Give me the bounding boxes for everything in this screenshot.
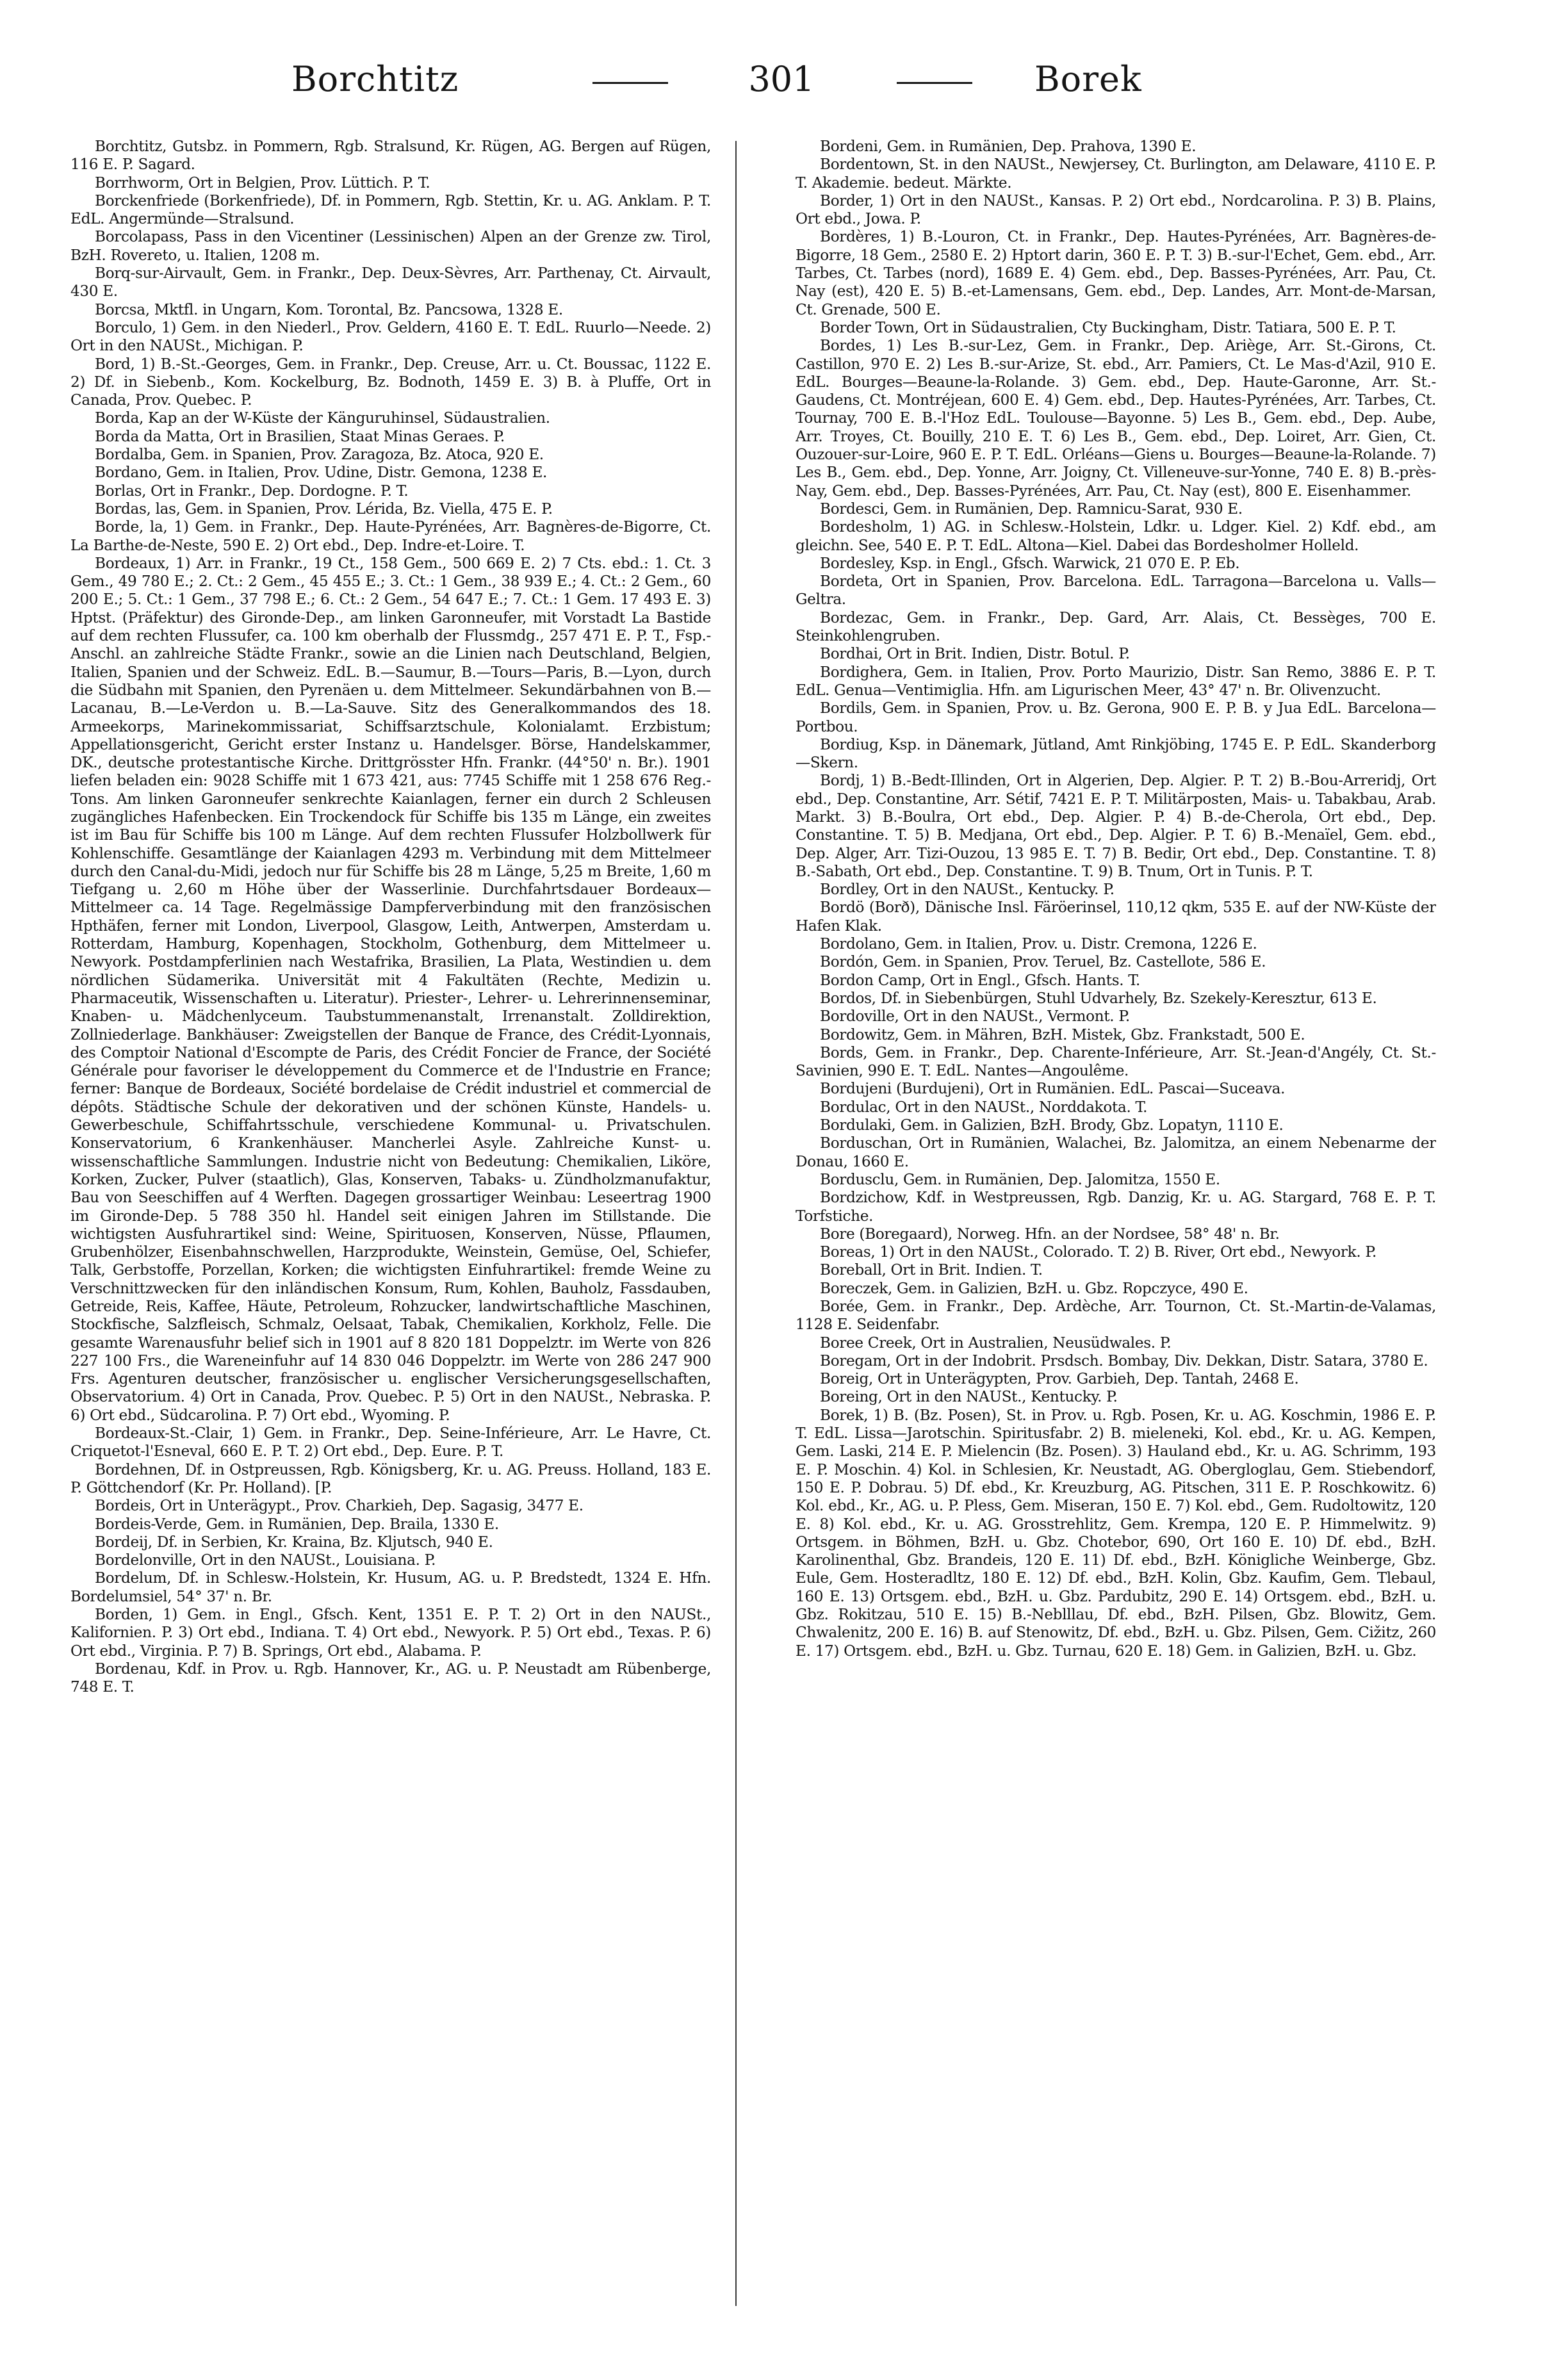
dictionary-entry: Bordusclu, Gem. in Rumänien, Dep. Jalomitza, 1550 E. — [820, 1170, 1220, 1188]
dictionary-entry: Bordeis-Verde, Gem. in Rumänien, Dep. Braila, 1330 E. — [95, 1515, 499, 1533]
dictionary-entry: Bordeni, Gem. in Rumänien, Dep. Prahova, 1390 E. — [820, 138, 1196, 155]
dictionary-entry: Boree Creek, Ort in Australien, Neusüdwales. P. — [820, 1334, 1172, 1352]
dictionary-entry: Bordon Camp, Ort in Engl., Gfsch. Hants. T. — [820, 971, 1141, 989]
dictionary-entry: Bordesley, Ksp. in Engl., Gfsch. Warwick, 21 070 E. P. Eb. — [820, 554, 1240, 572]
dictionary-entry: Borde, la, 1) Gem. in Frankr., Dep. Haute-Pyrénées, Arr. Bagnères-de-Bigorre, Ct. La Barthe-de-Neste, 590 E. 2) Ort ebd., Dep. Indre-et-Loire. T. — [70, 518, 711, 554]
dictionary-entry: Bordères, 1) B.-Louron, Ct. in Frankr., Dep. Hautes-Pyrénées, Arr. Bagnères-de-Bigorre, 18 Gem., 2580 E. 2) Hptort darin, 360 E. P. T. 3) B.-sur-l'Echet, Gem. ebd., Arr. Tarbes, Ct. Tarbes (nord), 1689 E. 4) Gem. ebd., Dep. Basses-Pyrénées, Arr. Pau, Ct. Nay (est), 420 E. 5) B.-et-Lamensans, Gem. ebd., Dep. Landes, Arr. Mont-de-Marsan, Ct. Grenade, 500 E. — [796, 228, 1436, 318]
dictionary-entry: Bordeis, Ort in Unterägypt., Prov. Charkieh, Dep. Sagasig, 3477 E. — [95, 1497, 584, 1515]
dictionary-entry: Bordeaux-St.-Clair, 1) Gem. in Frankr., Dep. Seine-Inférieure, Arr. Le Havre, Ct. Criquetot-l'Esneval, 660 E. P. T. 2) Ort ebd., Dep. Eure. P. T. — [70, 1425, 711, 1460]
dictionary-entry: Bordulaki, Gem. in Galizien, BzH. Brody, Gbz. Lopatyn, 1110 E. — [820, 1116, 1284, 1134]
dictionary-entry: Boreball, Ort in Brit. Indien. T. — [820, 1261, 1043, 1279]
dictionary-entry: Bordes, 1) Les B.-sur-Lez, Gem. in Frankr., Dep. Ariège, Arr. St.-Girons, Ct. Castillon, 970 E. 2) Les B.-sur-Arize, St. ebd., Arr. Pamiers, Ct. Le Mas-d'Azil, 910 E. EdL. Bourges—Beaune-la-Rolande. 3) Gem. ebd., Dep. Haute-Garonne, Arr. St.-Gaudens, Ct. Montréjean, 600 E. 4) Gem. ebd., Dep. Hautes-Pyrénées, Arr. Tarbes, Ct. Tournay, 700 E. B.-l'Hoz EdL. Toulouse—Bayonne. 5) Les B., Gem. ebd., Dep. Aube, Arr. Troyes, Ct. Bouilly, 210 E. T. 6) Les B., Gem. ebd., Dep. Loiret, Arr. Gien, Ct. Ouzouer-sur-Loire, 960 E. P. T. EdL. Orléans—Giens u. Bourges—Beaune-la-Rolande. 7) Les B., Gem. ebd., Dep. Yonne, Arr. Joigny, Ct. Villeneuve-sur-Yonne, 740 E. 8) B.-près-Nay, Gem. ebd., Dep. Basses-Pyrénées, Arr. Pau, Ct. Nay (est), 800 E. Eisenhammer. — [796, 337, 1436, 500]
dictionary-entry: Bordulac, Ort in den NAUSt., Norddakota. T. — [820, 1098, 1148, 1116]
dictionary-entry: Bordas, las, Gem. in Spanien, Prov. Lérida, Bz. Viella, 475 E. P. — [95, 500, 553, 518]
dictionary-entry: Borq-sur-Airvault, Gem. in Frankr., Dep. Deux-Sèvres, Arr. Parthenay, Ct. Airvault, 430 E. — [70, 265, 711, 300]
dictionary-entry: Border Town, Ort in Südaustralien, Cty Buckingham, Distr. Tatiara, 500 E. P. T. — [820, 318, 1396, 336]
dictionary-entry: Boreczek, Gem. in Galizien, BzH. u. Gbz. Ropczyce, 490 E. — [820, 1279, 1248, 1297]
dictionary-entry: Borduschan, Ort in Rumänien, Walachei, Bz. Jalomitza, an einem Nebenarme der Donau, 1660 E. — [796, 1134, 1436, 1170]
dictionary-entry: Bordhai, Ort in Brit. Indien, Distr. Botul. P. — [820, 645, 1130, 663]
dictionary-entry: Borculo, 1) Gem. in den Niederl., Prov. Geldern, 4160 E. T. EdL. Ruurlo—Neede. 2) Ort in den NAUSt., Michigan. P. — [70, 318, 711, 355]
dictionary-entry: Boreig, Ort in Unterägypten, Prov. Garbieh, Dep. Tantah, 2468 E. — [820, 1370, 1299, 1388]
dictionary-entry: Bordujeni (Burdujeni), Ort in Rumänien. EdL. Pascai—Suceava. — [820, 1080, 1286, 1098]
dictionary-entry: Bordighera, Gem. in Italien, Prov. Porto Maurizio, Distr. San Remo, 3886 E. P. T. EdL. Genua—Ventimiglia. Hfn. am Ligurischen Meer, 43° 47' n. Br. Olivenzucht. — [796, 663, 1436, 699]
dictionary-entry: Bordesci, Gem. in Rumänien, Dep. Ramnicu-Sarat, 930 E. — [820, 500, 1243, 518]
dictionary-entry: Bordos, Df. in Siebenbürgen, Stuhl Udvarhely, Bz. Szekely-Keresztur, 613 E. — [820, 989, 1377, 1007]
left-column — [70, 138, 711, 2360]
dictionary-entry: Borek, 1) B. (Bz. Posen), St. in Prov. u. Rgb. Posen, Kr. u. AG. Koschmin, 1986 E. P. T. EdL. Lissa—Jarotschin. Spiritusfabr. 2) B. mieleneki, Kol. ebd., Kr. u. AG. Kempen, Gem. Laski, 214 E. P. Mielencin (Bz. Posen). 3) Hauland ebd., Kr. u. AG. Schrimm, 193 E. P. Moschin. 4) Kol. in Schlesien, Kr. Neustadt, AG. Obergloglau, Gem. Stiebendorf, 150 E. P. Dobrau. 5) Df. ebd., Kr. Kreuzburg, AG. Pitschen, 311 E. P. Roschkowitz. 6) Kol. ebd., Kr., AG. u. P. Pless, Gem. Miseran, 150 E. 7) Kol. ebd., Gem. Rudoltowitz, 120 E. 8) Kol. ebd., Kr. u. AG. Grosstrehlitz, Gem. Krempa, 120 E. P. Himmelwitz. 9) Ortsgem. in Böhmen, BzH. u. Gbz. Chotebor, 690, Ort 160 E. 10) Df. ebd., BzH. Karolinenthal, Gbz. Brandeis, 120 E. 11) Df. ebd., BzH. Königliche Weinberge, Gbz. Eule, Gem. Hosteradltz, 180 E. 12) Df. ebd., BzH. Kolin, Gbz. Kaufim, Gem. Tlebaul, 160 E. 13) Ortsgem. ebd., BzH. u. Gbz. Pardubitz, 290 E. 14) Ortsgem. ebd., BzH. u. Gbz. Rokitzau, 510 E. 15) B.-Neblllau, Df. ebd., BzH. Pilsen, Gbz. Blowitz, Gem. Chwalenitz, 200 E. 16) B. auf Stenowitz, Df. ebd., BzH. u. Gbz. Pilsen, Gem. Cižitz, 260 E. 17) Ortsgem. ebd., BzH. u. Gbz. Turnau, 620 E. 18) Gem. in Galizien, BzH. u. Gbz. — [796, 1406, 1436, 1660]
dictionary-entry: Bordentown, St. in den NAUSt., Newjersey, Ct. Burlington, am Delaware, 4110 E. P. T. Akademie. bedeut. Märkte. — [796, 156, 1436, 192]
dictionary-entry: Bordeaux, 1) Arr. in Frankr., 19 Ct., 158 Gem., 500 669 E. 2) 7 Cts. ebd.: 1. Ct. 3 Gem., 49 780 E.; 2. Ct.: 2 Gem., 45 455 E.; 3. Ct.: 1 Gem., 38 939 E.; 4. Ct.: 2 Gem., 60 200 E.; 5. Ct.: 1 Gem., 37 798 E.; 6. Ct.: 2 Gem., 54 647 E.; 7. Ct.: 1 Gem. 17 493 E. 3) Hptst. (Präfektur) des Gironde-Dep., am linken Garonneufer, mit Vorstadt La Bastide auf dem rechten Flussufer, ca. 100 km oberhalb der Flussmdg., 257 471 E. P. T., Fsp.-Anschl. an zahlreiche Städte Frankr., sowie an die Linien nach Deutschland, Belgien, Italien, Spanien und der Schweiz. EdL. B.—Saumur, B.—Tours—Paris, B.—Lyon, durch die Südbahn mit Spanien, den Pyrenäen u. dem Mittelmeer. Sekundärbahnen von B.—Lacanau, B.—Le-Verdon u. B.—La-Sauve. Sitz des Generalkommandos des 18. Armeekorps, Marinekommissariat, Schiffsarztschule, Kolonialamt. Erzbistum; Appellationsgericht, Gericht erster Instanz u. Handelsger. Börse, Handelskammer, DK., deutsche protestantische Kirche. Drittgrösster Hfn. Frankr. (44°50' n. Br.). 1901 liefen beladen ein: 9028 Schiffe mit 1 673 421, aus: 7745 Schiffe mit 1 258 676 Reg.-Tons. Am linken Garonneufer senkrechte Kaianlagen, ferner ein durch 2 Schleusen zugängliches Hafenbecken. Ein Trockendock für Schiffe bis 135 m Länge, ein zweites ist im Bau für Schiffe bis 100 m Länge. Auf dem rechten Flussufer Holzbollwerk für Kohlenschiffe. Gesamtlänge der Kaianlagen 4293 m. Verbindung mit dem Mittelmeer durch den Canal-du-Midi, jedoch nur für Schiffe bis 28 m Länge, 5,25 m Breite, 1,60 m Tiefgang u. 2,60 m Höhe über der Wasserlinie. Durchfahrtsdauer Bordeaux—Mittelmeer ca. 14 Tage. Regelmässige Dampferverbindung mit den französischen Hpthäfen, ferner mit London, Liverpool, Glasgow, Leith, Antwerpen, Amsterdam u. Rotterdam, Hamburg, Kopenhagen, Stockholm, Gothenburg, dem Mittelmeer u. Newyork. Postdampferlinien nach Westafrika, Brasilien, La Plata, Westindien u. dem nördlichen Südamerika. Universität mit 4 Fakultäten (Rechte, Medizin u. Pharmaceutik, Wissenschaften u. Literatur). Priester-, Lehrer- u. Lehrerinnenseminar, Knaben- u. Mädchenlyceum. Taubstummenanstalt, Irrenanstalt. Zolldirektion, Zollniederlage. Bankhäuser: Zweigstellen der Banque de France, des Crédit-Lyonnais, des Comptoir National d'Escompte de Paris, des Crédit Foncier de France, der Société Générale pour favoriser le développement du Commerce et de l'Industrie en France; ferner: Banque de Bordeaux, Société bordelaise de Crédit industriel et commercial de dépôts. Städtische Schule der dekorativen und der schönen Künste, Handels- u. Gewerbeschule, Schiffahrtsschule, verschiedene Kommunal- u. Privatschulen. Konservatorium, 6 Krankenhäuser. Mancherlei Asyle. Zahlreiche Kunst- u. wissenschaftliche Sammlungen. Industrie nicht von Bedeutung: Chemikalien, Liköre, Korken, Zucker, Pulver (staatlich), Glas, Konserven, Tabaks- u. Zündholzmanufaktur, Bau von Seeschiffen auf 4 Werften. Dagegen grossartiger Weinbau: Leseertrag 1900 im Gironde-Dep. 5 788 350 hl. Handel seit einigen Jahren im Stillstande. Die wichtigsten Ausfuhrartikel sind: Weine, Spirituosen, Konserven, Nüsse, Pflaumen, Grubenhölzer, Eisenbahnschwellen, Harzprodukte, Weinstein, Gemüse, Oel, Schiefer, Talk, Gerbstoffe, Porzellan, Korken; die wichtigsten Einfuhrartikel: fremde Weine zu Verschnittzwecken für den inländischen Konsum, Rum, Kohlen, Bauholz, Fassdauben, Getreide, Reis, Kaffee, Häute, Petroleum, Rohzucker, landwirtschaftliche Maschinen, Stockfische, Salzfleisch, Schmalz, Oelsaat, Tabak, Chemikalien, Korkholz, Felle. Die gesamte Warenausfuhr belief sich in 1901 auf 8 820 181 Doppelztr. im Werte von 826 227 100 Frs., die Wareneinfuhr auf 14 830 046 Doppelztr. im Werte von 286 247 900 Frs. Agenturen deutscher, französischer u. englischer Versicherungsgesellschaften, Observatorium. 4) Ort in Canada, Prov. Quebec. P. 5) Ort in den NAUSt., Nebraska. P. 6) Ort ebd., Südcarolina. P. 7) Ort ebd., Wyoming. P. — [70, 554, 711, 1424]
dictionary-entry: Bord, 1) B.-St.-Georges, Gem. in Frankr., Dep. Creuse, Arr. u. Ct. Boussac, 1122 E. 2) Df. in Siebenb., Kom. Kockelburg, Bz. Bodnoth, 1459 E. 3) B. à Pluffe, Ort in Canada, Prov. Quebec. P. — [70, 355, 711, 409]
header-rule-left — [592, 82, 668, 84]
dictionary-entry: Bordehnen, Df. in Ostpreussen, Rgb. Königsberg, Kr. u. AG. Preuss. Holland, 183 E. P. Göttchendorf (Kr. Pr. Holland). [P. — [70, 1460, 711, 1496]
dictionary-entry: Boreas, 1) Ort in den NAUSt., Colorado. T. 2) B. River, Ort ebd., Newyork. P. — [820, 1243, 1376, 1261]
dictionary-entry: Bordö (Borð), Dänische Insl. Färöerinsel, 110,12 qkm, 535 E. auf der NW-Küste der Hafen Klak. — [796, 899, 1436, 935]
header-rule-right — [897, 82, 972, 84]
dictionary-entry: Bordesholm, 1) AG. in Schlesw.-Holstein, Ldkr. u. Ldger. Kiel. 2) Kdf. ebd., am gleichn. See, 540 E. P. T. EdL. Altona—Kiel. Dabei das Bordesholmer Holleld. — [796, 518, 1436, 554]
page-number: 301 — [748, 59, 815, 99]
dictionary-entry: Bordalba, Gem. in Spanien, Prov. Zaragoza, Bz. Atoca, 920 E. — [95, 446, 544, 464]
dictionary-entry: Bordenau, Kdf. in Prov. u. Rgb. Hannover, Kr., AG. u. P. Neustadt am Rübenberge, 748 E. T. — [70, 1660, 711, 1696]
dictionary-entry: Bordelonville, Ort in den NAUSt., Louisiana. P. — [95, 1551, 436, 1569]
dictionary-entry: Borda da Matta, Ort in Brasilien, Staat Minas Geraes. P. — [95, 427, 505, 445]
dictionary-entry: Bordowitz, Gem. in Mähren, BzH. Mistek, Gbz. Frankstadt, 500 E. — [820, 1026, 1305, 1043]
dictionary-entry: Borlas, Ort in Frankr., Dep. Dordogne. P. T. — [95, 482, 409, 500]
dictionary-entry: Borée, Gem. in Frankr., Dep. Ardèche, Arr. Tournon, Ct. St.-Martin-de-Valamas, 1128 E. Seidenfabr. — [796, 1298, 1436, 1334]
dictionary-entry: Boreing, Ort in den NAUSt., Kentucky. P. — [820, 1388, 1118, 1406]
dictionary-entry: Borchtitz, Gutsbz. in Pommern, Rgb. Stralsund, Kr. Rügen, AG. Bergen auf Rügen, 116 E. P. Sagard. — [70, 138, 711, 174]
dictionary-entry: Bordolano, Gem. in Italien, Prov. u. Distr. Cremona, 1226 E. — [820, 935, 1257, 953]
dictionary-entry: Bordiug, Ksp. in Dänemark, Jütland, Amt Rinkjöbing, 1745 E. P. EdL. Skanderborg—Skern. — [796, 735, 1436, 772]
dictionary-entry: Bordano, Gem. in Italien, Prov. Udine, Distr. Gemona, 1238 E. — [95, 464, 548, 482]
right-column — [796, 138, 1436, 2360]
dictionary-entry: Borda, Kap an der W-Küste der Känguruhinsel, Südaustralien. — [95, 409, 550, 427]
dictionary-entry: Bordón, Gem. in Spanien, Prov. Teruel, Bz. Castellote, 586 E. — [820, 953, 1266, 971]
dictionary-entry: Bordzichow, Kdf. in Westpreussen, Rgb. Danzig, Kr. u. AG. Stargard, 768 E. P. T. Torfstiche. — [796, 1189, 1436, 1225]
dictionary-entry: Bore (Boregaard), Norweg. Hfn. an der Nordsee, 58° 48' n. Br. — [820, 1225, 1280, 1243]
dictionary-entry: Bordelum, Df. in Schlesw.-Holstein, Kr. Husum, AG. u. P. Bredstedt, 1324 E. Hfn. Bordelumsiel, 54° 37' n. Br. — [70, 1569, 711, 1605]
dictionary-entry: Boregam, Ort in der Indobrit. Prsdsch. Bombay, Div. Dekkan, Distr. Satara, 3780 E. — [820, 1352, 1428, 1369]
dictionary-entry: Bords, Gem. in Frankr., Dep. Charente-Inférieure, Arr. St.-Jean-d'Angély, Ct. St.-Savinien, 990 E. T. EdL. Nantes—Angoulême. — [796, 1043, 1436, 1080]
dictionary-entry: Bordley, Ort in den NAUSt., Kentucky. P. — [820, 881, 1115, 899]
page-header — [0, 59, 1568, 117]
dictionary-entry: Borcsa, Mktfl. in Ungarn, Kom. Torontal, Bz. Pancsowa, 1328 E. — [95, 300, 563, 318]
dictionary-entry: Bordeta, Ort in Spanien, Prov. Barcelona. EdL. Tarragona—Barcelona u. Valls—Geltra. — [796, 573, 1436, 609]
dictionary-entry: Bordezac, Gem. in Frankr., Dep. Gard, Arr. Alais, Ct. Bessèges, 700 E. Steinkohlengruben. — [796, 609, 1436, 645]
dictionary-entry: Border, 1) Ort in den NAUSt., Kansas. P. 2) Ort ebd., Nordcarolina. P. 3) B. Plains, Ort ebd., Jowa. P. — [796, 192, 1436, 228]
dictionary-entry: Borcolapass, Pass in den Vicentiner (Lessinischen) Alpen an der Grenze zw. Tirol, BzH. Rovereto, u. Italien, 1208 m. — [70, 228, 711, 264]
dictionary-entry: Bordj, 1) B.-Bedt-Illinden, Ort in Algerien, Dep. Algier. P. T. 2) B.-Bou-Arreridj, Ort ebd., Dep. Constantine, Arr. Sétif, 7421 E. P. T. Militärposten, Mais- u. Tabakbau, Arab. Markt. 3) B.-Boulra, Ort ebd., Dep. Algier. P. 4) B.-de-Cherola, Ort ebd., Dep. Constantine. T. 5) B. Medjana, Ort ebd., Dep. Algier. P. T. 6) B.-Menaïel, Gem. ebd., Dep. Alger, Arr. Tizi-Ouzou, 13 985 E. T. 7) B. Bedir, Ort ebd., Dep. Constantine. T. 8) B.-Sabath, Ort ebd., Dep. Constantine. T. 9) B. Tnum, Ort in Tunis. P. T. — [796, 772, 1436, 880]
column-divider — [735, 141, 737, 2306]
right-headword: Borek — [1034, 59, 1142, 99]
dictionary-entry: Bordoville, Ort in den NAUSt., Vermont. P. — [820, 1008, 1130, 1026]
dictionary-entry: Borckenfriede (Borkenfriede), Df. in Pommern, Rgb. Stettin, Kr. u. AG. Anklam. P. T. EdL. Angermünde—Stralsund. — [70, 192, 711, 228]
dictionary-entry: Borden, 1) Gem. in Engl., Gfsch. Kent, 1351 E. P. T. 2) Ort in den NAUSt., Kalifornien. P. 3) Ort ebd., Indiana. T. 4) Ort ebd., Newyork. P. 5) Ort ebd., Texas. P. 6) Ort ebd., Virginia. P. 7) B. Springs, Ort ebd., Alabama. P. — [70, 1606, 711, 1660]
dictionary-entry: Bordils, Gem. in Spanien, Prov. u. Bz. Gerona, 900 E. P. B. y Jua EdL. Barcelona—Portbou. — [796, 699, 1436, 735]
dictionary-entry: Borrhworm, Ort in Belgien, Prov. Lüttich. P. T. — [95, 174, 430, 192]
left-headword: Borchtitz — [291, 59, 459, 99]
dictionary-entry: Bordeij, Df. in Serbien, Kr. Kraina, Bz. Kljutsch, 940 E. — [95, 1533, 493, 1551]
